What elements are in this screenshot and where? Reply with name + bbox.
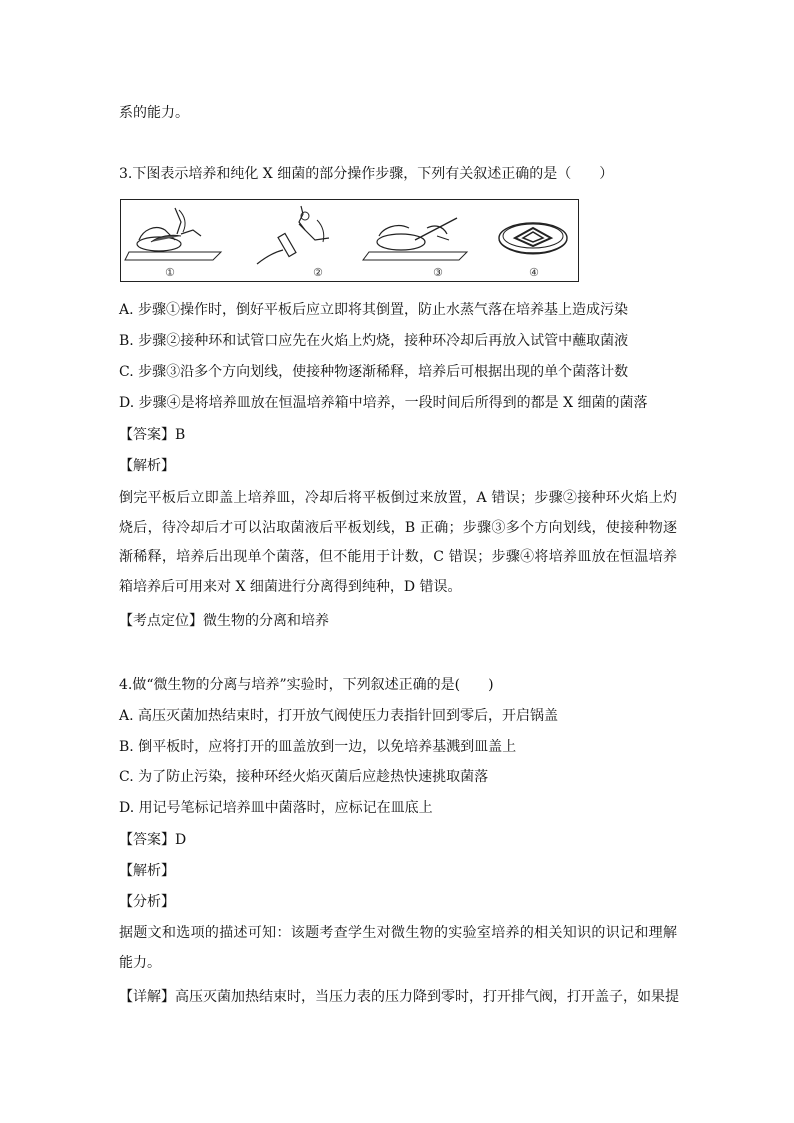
figure-label-1: ① — [165, 266, 175, 279]
pour-plate-illustration — [121, 200, 231, 283]
question-3-option-a: A. 步骤①操作时，倒好平板后应立即将其倒置，防止水蒸气落在培养基上造成污染 — [119, 302, 629, 318]
question-3-option-b: B. 步骤②接种环和试管口应先在火焰上灼烧，接种环冷却后再放入试管中蘸取菌液 — [119, 333, 629, 349]
figure-label-4: ④ — [529, 266, 539, 279]
question-3-figure — [120, 199, 579, 282]
question-3-analysis-label: 【解析】 — [119, 458, 175, 474]
question-4-option-c: C. 为了防止污染，接种环经火焰灭菌后应趁热快速挑取菌落 — [119, 769, 489, 785]
figure-step-3 — [357, 200, 477, 283]
question-4-analysis-label: 【解析】 — [119, 863, 175, 879]
flame-sterilize-tube-illustration — [239, 200, 349, 283]
question-3-option-d: D. 步骤④是将培养皿放在恒温培养箱中培养，一段时间后所得到的都是 X 细菌的菌落 — [119, 395, 648, 411]
question-4-stem: 4.做“微生物的分离与培养”实验时，下列叙述正确的是( ) — [119, 677, 494, 693]
question-4-option-a: A. 高压灭菌加热结束时，打开放气阀使压力表指针回到零后，开启锅盖 — [119, 708, 559, 724]
figure-label-3: ③ — [433, 266, 443, 279]
question-3-analysis: 倒完平板后立即盖上培养皿，冷却后将平板倒过来放置，A 错误；步骤②接种环火焰上灼烧后，待冷却后才可以沾取菌液后平板划线，B 正确；步骤③多个方向划线，使接种物逐渐稀释，培养后出现单个菌落，但不能用于计数，C 错误；步骤④将培养皿放在恒温培养箱培养后可用来对 X 细菌进行分离得到纯种，D 错误。 — [119, 490, 677, 595]
question-4-option-d: D. 用记号笔标记培养皿中菌落时，应标记在皿底上 — [119, 800, 433, 816]
question-4-answer: 【答案】D — [119, 832, 187, 848]
figure-step-4 — [487, 200, 577, 283]
question-3-option-c: C. 步骤③沿多个方向划线，使接种物逐渐稀释，培养后可根据出现的单个菌落计数 — [119, 364, 629, 380]
previous-text-tail: 系的能力。 — [119, 105, 189, 121]
question-4-option-b: B. 倒平板时，应将打开的皿盖放到一边，以免培养基溅到皿盖上 — [119, 739, 517, 755]
figure-step-2 — [239, 200, 349, 283]
figure-step-1 — [121, 200, 231, 283]
question-4-detail: 【详解】高压灭菌加热结束时，当压力表的压力降到零时，打开排气阀，打开盖子，如果提 — [119, 989, 679, 1005]
figure-label-2: ② — [313, 266, 323, 279]
question-4-fenxi: 据题文和选项的描述可知：该题考查学生对微生物的实验室培养的相关知识的识记和理解能力。 — [119, 925, 677, 971]
question-3-stem: 3.下图表示培养和纯化 X 细菌的部分操作步骤，下列有关叙述正确的是（ ） — [119, 166, 614, 182]
question-3-kaodian: 【考点定位】微生物的分离和培养 — [119, 613, 329, 629]
question-4-fenxi-label: 【分析】 — [119, 894, 175, 910]
streak-plate-illustration — [357, 200, 477, 283]
question-3-answer: 【答案】B — [119, 427, 186, 443]
